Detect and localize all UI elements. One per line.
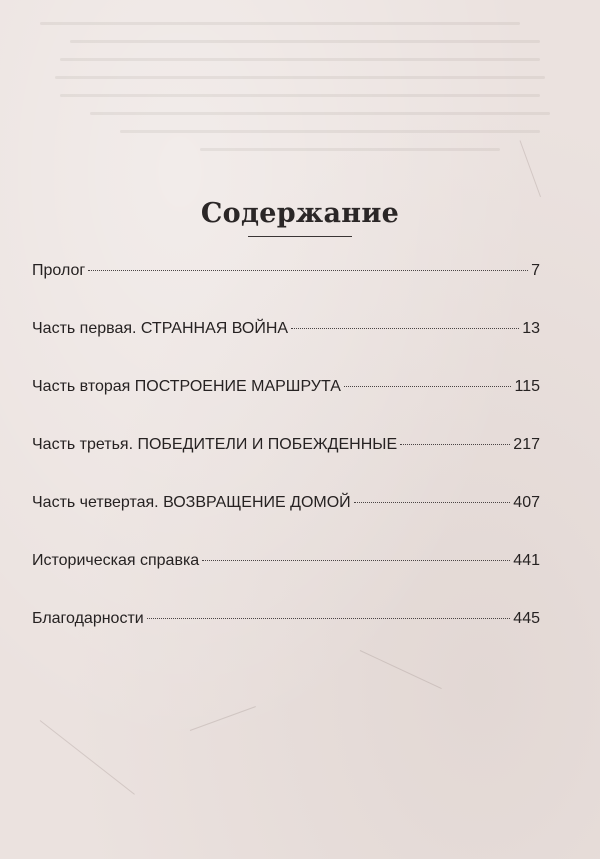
toc-entry bbox=[32, 378, 540, 400]
toc-entry-label: Часть третья. ПОБЕДИТЕЛИ И ПОБЕЖДЕННЫЕ bbox=[32, 436, 398, 453]
toc-entry-label: Часть четвертая. ВОЗВРАЩЕНИЕ ДОМОЙ bbox=[32, 494, 351, 511]
toc-leader-dots bbox=[202, 560, 510, 561]
table-of-contents bbox=[32, 262, 540, 668]
toc-entry bbox=[32, 436, 540, 458]
toc-entry-page: 13 bbox=[522, 320, 540, 337]
show-through-text bbox=[0, 0, 600, 200]
toc-entry-page: 7 bbox=[531, 262, 540, 279]
toc-entry bbox=[32, 494, 540, 516]
toc-entry-label: Историческая справка bbox=[32, 552, 200, 569]
toc-leader-dots bbox=[400, 444, 510, 445]
toc-entry bbox=[32, 610, 540, 632]
toc-leader-dots bbox=[344, 386, 512, 387]
toc-entry-page: 115 bbox=[514, 378, 540, 395]
toc-leader-dots bbox=[291, 328, 519, 329]
toc-entry-label: Часть первая. СТРАННАЯ ВОЙНА bbox=[32, 320, 289, 337]
toc-entry-page: 445 bbox=[513, 610, 540, 627]
paper-fiber bbox=[190, 706, 256, 731]
toc-leader-dots bbox=[354, 502, 511, 503]
toc-entry-page: 407 bbox=[513, 494, 540, 511]
toc-entry bbox=[32, 320, 540, 342]
toc-entry bbox=[32, 552, 540, 574]
toc-entry-page: 441 bbox=[513, 552, 540, 569]
toc-leader-dots bbox=[88, 270, 528, 271]
toc-entry-label: Пролог bbox=[32, 262, 86, 279]
toc-entry-page: 217 bbox=[513, 436, 540, 453]
paper-fiber bbox=[40, 720, 135, 795]
toc-entry bbox=[32, 262, 540, 284]
toc-entry-label: Благодарности bbox=[32, 610, 144, 627]
title-underline bbox=[248, 236, 352, 237]
page-title: Содержание bbox=[200, 198, 400, 229]
toc-entry-label: Часть вторая ПОСТРОЕНИЕ МАРШРУТА bbox=[32, 378, 341, 395]
toc-leader-dots bbox=[147, 618, 511, 619]
